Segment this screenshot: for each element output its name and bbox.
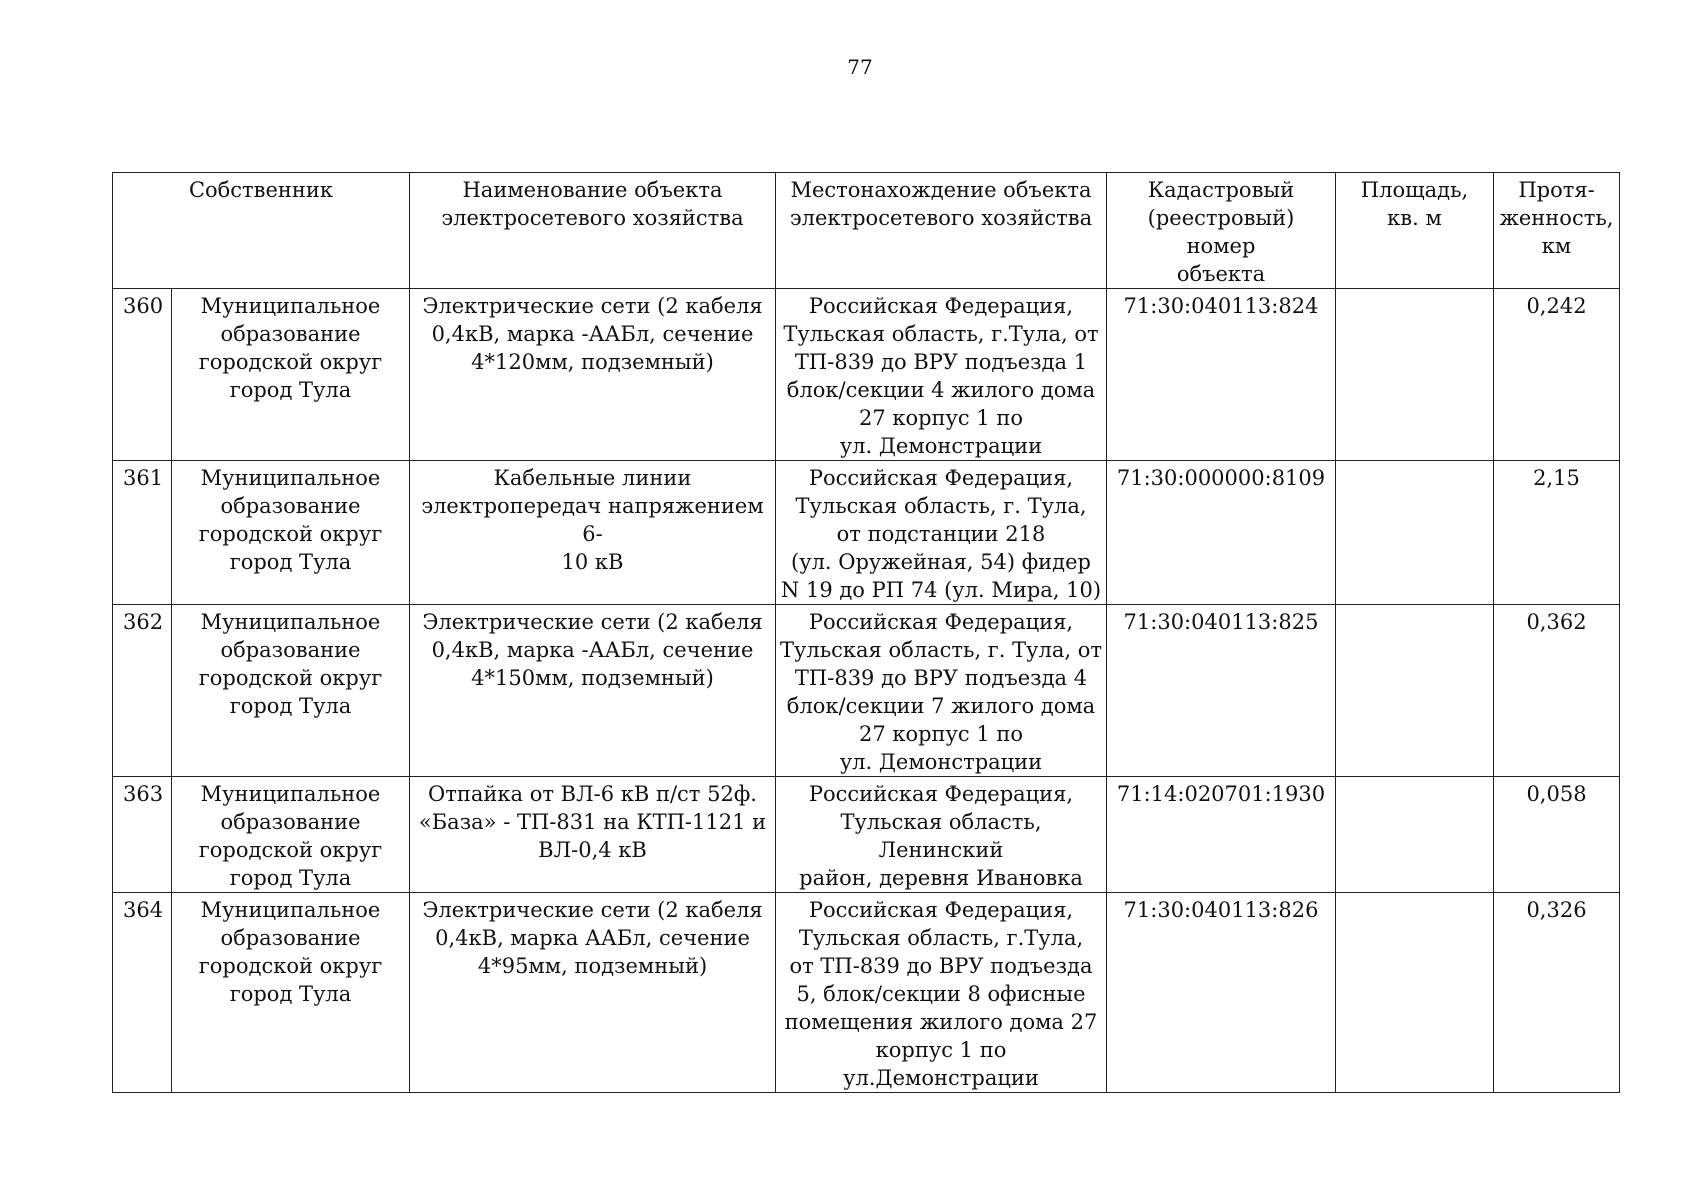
header-location: Местонахождение объекта электросетевого хозяйства — [776, 173, 1107, 289]
header-owner: Собственник — [113, 173, 410, 289]
object-name-cell: Электрические сети (2 кабеля 0,4кВ, марка ААБл, сечение 4*95мм, подземный) — [410, 893, 776, 1093]
object-name-cell: Отпайка от ВЛ-6 кВ п/ст 52ф. «База» - ТП-831 на КТП-1121 и ВЛ-0,4 кВ — [410, 777, 776, 893]
table-row — [113, 893, 1620, 1093]
row-number: 361 — [113, 461, 172, 605]
area-cell — [1336, 289, 1494, 461]
power-grid-objects-table — [112, 172, 1620, 1093]
length-cell: 0,326 — [1494, 893, 1620, 1093]
header-area: Площадь, кв. м — [1336, 173, 1494, 289]
table-header-row — [113, 173, 1620, 289]
length-cell: 0,362 — [1494, 605, 1620, 777]
header-cadastral-number: Кадастровый (реестровый) номер объекта — [1107, 173, 1336, 289]
cadastral-number-cell: 71:30:000000:8109 — [1107, 461, 1336, 605]
length-cell: 2,15 — [1494, 461, 1620, 605]
page-number: 77 — [847, 55, 873, 79]
owner-cell: Муниципальное образование городской округ город Тула — [172, 289, 410, 461]
owner-cell: Муниципальное образование городской округ город Тула — [172, 893, 410, 1093]
cadastral-number-cell: 71:30:040113:824 — [1107, 289, 1336, 461]
area-cell — [1336, 893, 1494, 1093]
row-number: 364 — [113, 893, 172, 1093]
table-row — [113, 289, 1620, 461]
object-name-cell: Электрические сети (2 кабеля 0,4кВ, марка -ААБл, сечение 4*150мм, подземный) — [410, 605, 776, 777]
cadastral-number-cell: 71:30:040113:825 — [1107, 605, 1336, 777]
owner-cell: Муниципальное образование городской округ город Тула — [172, 777, 410, 893]
object-name-cell: Кабельные линии электропередач напряжением 6- 10 кВ — [410, 461, 776, 605]
row-number: 362 — [113, 605, 172, 777]
cadastral-number-cell: 71:14:020701:1930 — [1107, 777, 1336, 893]
length-cell: 0,242 — [1494, 289, 1620, 461]
area-cell — [1336, 605, 1494, 777]
owner-cell: Муниципальное образование городской округ город Тула — [172, 461, 410, 605]
object-name-cell: Электрические сети (2 кабеля 0,4кВ, марка -ААБл, сечение 4*120мм, подземный) — [410, 289, 776, 461]
area-cell — [1336, 777, 1494, 893]
table-row — [113, 605, 1620, 777]
header-length: Протя- женность, км — [1494, 173, 1620, 289]
row-number: 363 — [113, 777, 172, 893]
location-cell: Российская Федерация, Тульская область, г. Тула, от ТП-839 до ВРУ подъезда 4 блок/секции 7 жилого дома 27 корпус 1 по ул. Демонстрации — [776, 605, 1107, 777]
location-cell: Российская Федерация, Тульская область, г. Тула, от подстанции 218 (ул. Оружейная, 54) фидер N 19 до РП 74 (ул. Мира, 10) — [776, 461, 1107, 605]
cadastral-number-cell: 71:30:040113:826 — [1107, 893, 1336, 1093]
location-cell: Российская Федерация, Тульская область, Ленинский район, деревня Ивановка — [776, 777, 1107, 893]
location-cell: Российская Федерация, Тульская область, г.Тула, от ТП-839 до ВРУ подъезда 5, блок/секции 8 офисные помещения жилого дома 27 корпус 1 по ул.Демонстрации — [776, 893, 1107, 1093]
table-row — [113, 777, 1620, 893]
header-object-name: Наименование объекта электросетевого хозяйства — [410, 173, 776, 289]
owner-cell: Муниципальное образование городской округ город Тула — [172, 605, 410, 777]
table-row — [113, 461, 1620, 605]
area-cell — [1336, 461, 1494, 605]
location-cell: Российская Федерация, Тульская область, г.Тула, от ТП-839 до ВРУ подъезда 1 блок/секции 4 жилого дома 27 корпус 1 по ул. Демонстрации — [776, 289, 1107, 461]
length-cell: 0,058 — [1494, 777, 1620, 893]
row-number: 360 — [113, 289, 172, 461]
